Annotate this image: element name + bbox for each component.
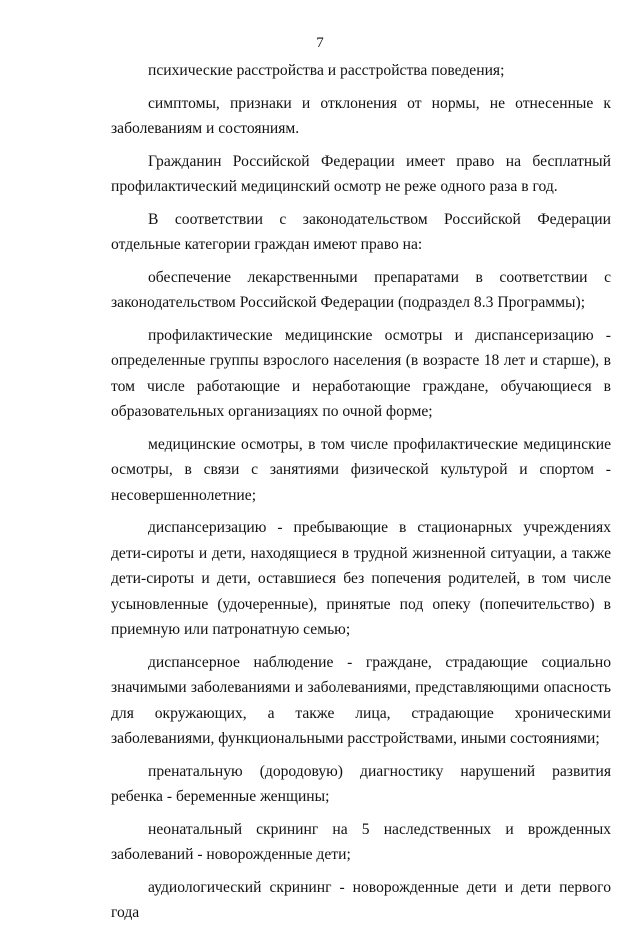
paragraph: аудиологический скрининг - новорожденные дети и дети первого года <box>111 878 611 921</box>
paragraph: симптомы, признаки и отклонения от нормы, не отнесенные к заболеваниям и состояниям. <box>111 94 611 137</box>
document-body <box>111 58 611 926</box>
paragraph: профилактические медицинские осмотры и диспансеризацию - определенные группы взрослого населения (в возрасте 18 лет и старше), в том числе работающие и неработающие граждане, обучающиеся в образовательных организациях по очной форме; <box>111 326 611 420</box>
paragraph: В соответствии с законодательством Российской Федерации отдельные категории граждан имеют право на: <box>111 210 611 253</box>
paragraph: обеспечение лекарственными препаратами в соответствии с законодательством Российской Федерации (подраздел 8.3 Программы); <box>111 268 611 311</box>
paragraph: диспансерное наблюдение - граждане, страдающие социально значимыми заболеваниями и заболеваниями, представляющими опасность для окружающих, а также лица, страдающие хроническими заболеваниями, функциональными расстройствами, иными состояниями; <box>111 653 611 747</box>
paragraph: Гражданин Российской Федерации имеет право на бесплатный профилактический медицинский осмотр не реже одного раза в год. <box>111 152 611 195</box>
page-number: 7 <box>316 35 324 51</box>
paragraph: пренатальную (дородовую) диагностику нарушений развития ребенка - беременные женщины; <box>111 762 611 805</box>
paragraph: медицинские осмотры, в том числе профилактические медицинские осмотры, в связи с занятиями физической культурой и спортом - несовершеннолетние; <box>111 435 611 504</box>
paragraph: неонатальный скрининг на 5 наследственных и врожденных заболеваний - новорожденные дети; <box>111 820 611 863</box>
paragraph: психические расстройства и расстройства поведения; <box>148 62 505 79</box>
paragraph: диспансеризацию - пребывающие в стационарных учреждениях дети-сироты и дети, находящиеся в трудной жизненной ситуации, а также дети-сироты и дети, оставшиеся без попечения родителей, в том числе усыновленные (удочеренные), принятые под опеку (попечительство) в приемную или патронатную семью; <box>111 519 611 638</box>
